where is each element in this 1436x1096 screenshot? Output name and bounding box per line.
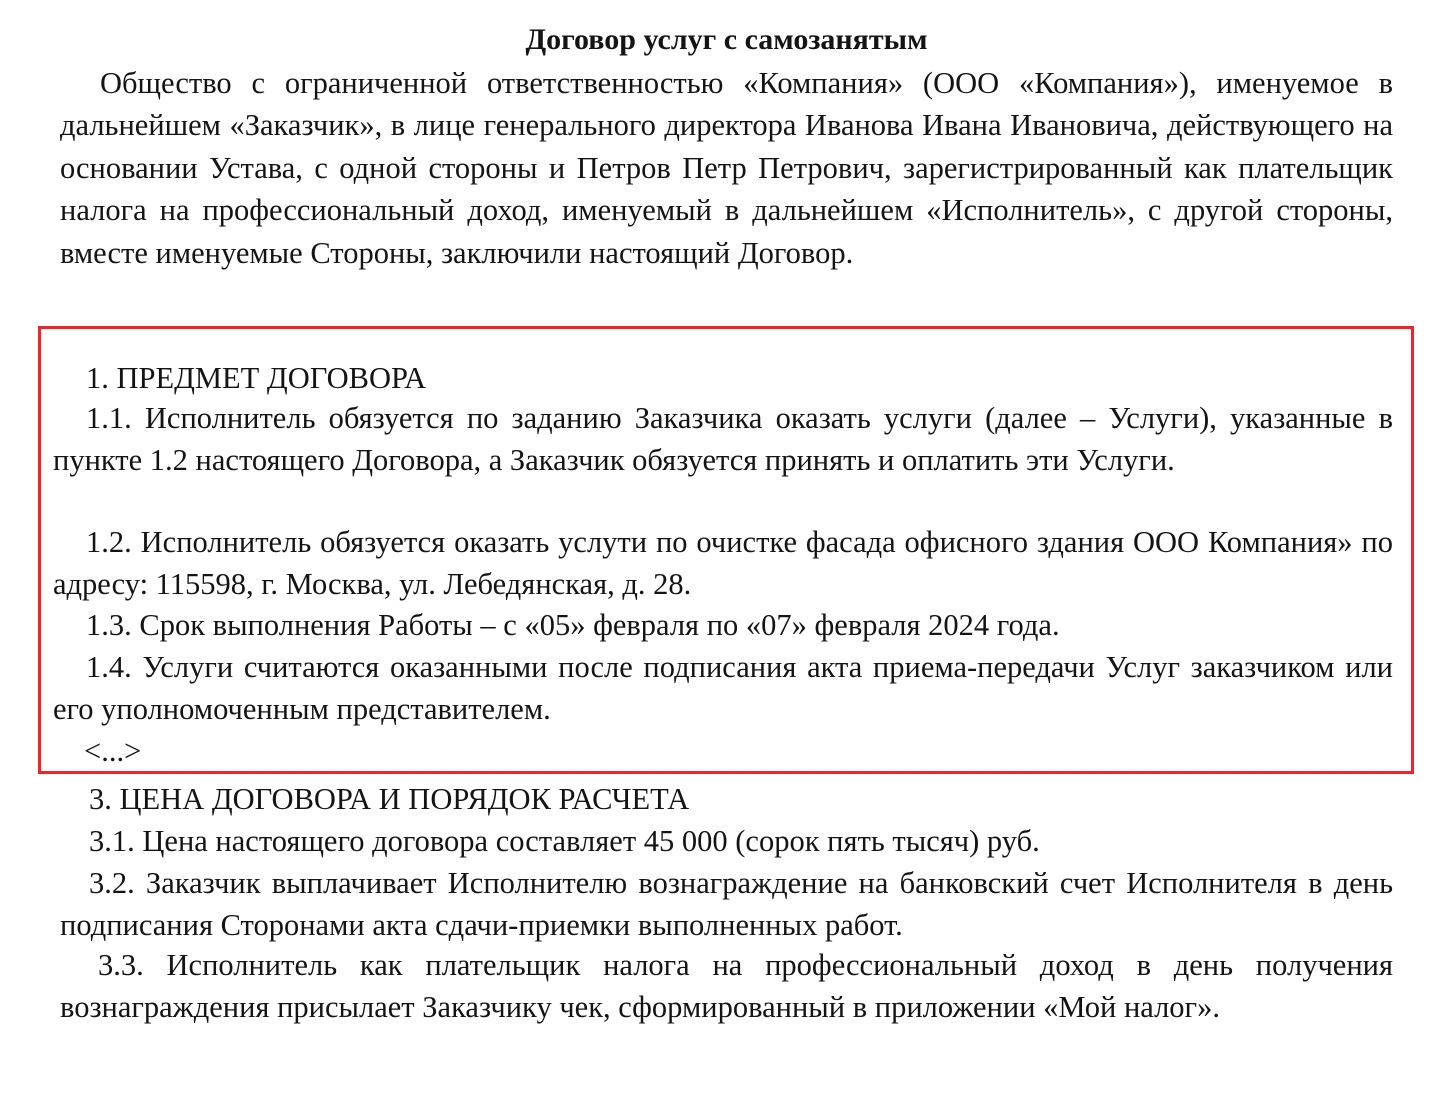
clause-1-4: 1.4. Услуги считаются оказанными после подписания акта приема-передачи Услуг заказчиком или его уполномоченным представителем. [53, 650, 1393, 726]
clause-3-1: 3.1. Цена настоящего договора составляет 45 000 (сорок пять тысяч) руб. [89, 824, 1040, 858]
omission-marker: <...> [84, 734, 142, 768]
section-1-heading: 1. ПРЕДМЕТ ДОГОВОРА [86, 361, 427, 395]
clause-3-2: 3.2. Заказчик выплачивает Исполнителю вознаграждение на банковский счет Исполнителя в день подписания Сторонами акта сдачи-приемки выполненных работ. [60, 866, 1393, 943]
clause-1-1: 1.1. Исполнитель обязуется по заданию Заказчика оказать услуги (далее – Услуги), указанные в пункте 1.2 настоящего Договора, а Заказчик обязуется принять и оплатить эти Услуги. [53, 401, 1393, 477]
clause-1-2: 1.2. Исполнитель обязуется оказать услути по очистке фасада офисного здания ООО Компания» по адресу: 115598, г. Москва, ул. Лебедянская, д. 28. [53, 525, 1393, 601]
section-3-heading: 3. ЦЕНА ДОГОВОРА И ПОРЯДОК РАСЧЕТА [89, 782, 690, 816]
document-title: Договор услуг с самозанятым [525, 23, 928, 56]
clause-1-3: 1.3. Срок выполнения Работы – с «05» февраля по «07» февраля 2024 года. [86, 608, 1060, 642]
clause-3-3: 3.3. Исполнитель как плательщик налога на профессиональный доход в день получения вознаграждения присылает Заказчику чек, сформированный в приложении «Мой налог». [60, 948, 1393, 1025]
preamble-paragraph: Общество с ограниченной ответственностью «Компания» (ООО «Компания»), именуемое в дальнейшем «Заказчик», в лице генерального директора Иванова Ивана Ивановича, действующего на основании Устава, с одной стороны и Петров Петр Петрович, зарегистрированный как плательщик налога на профессиональный доход, именуемый в дальнейшем «Исполнитель», с другой стороны, вместе именуемые Стороны, заключили настоящий Договор. [60, 66, 1393, 270]
